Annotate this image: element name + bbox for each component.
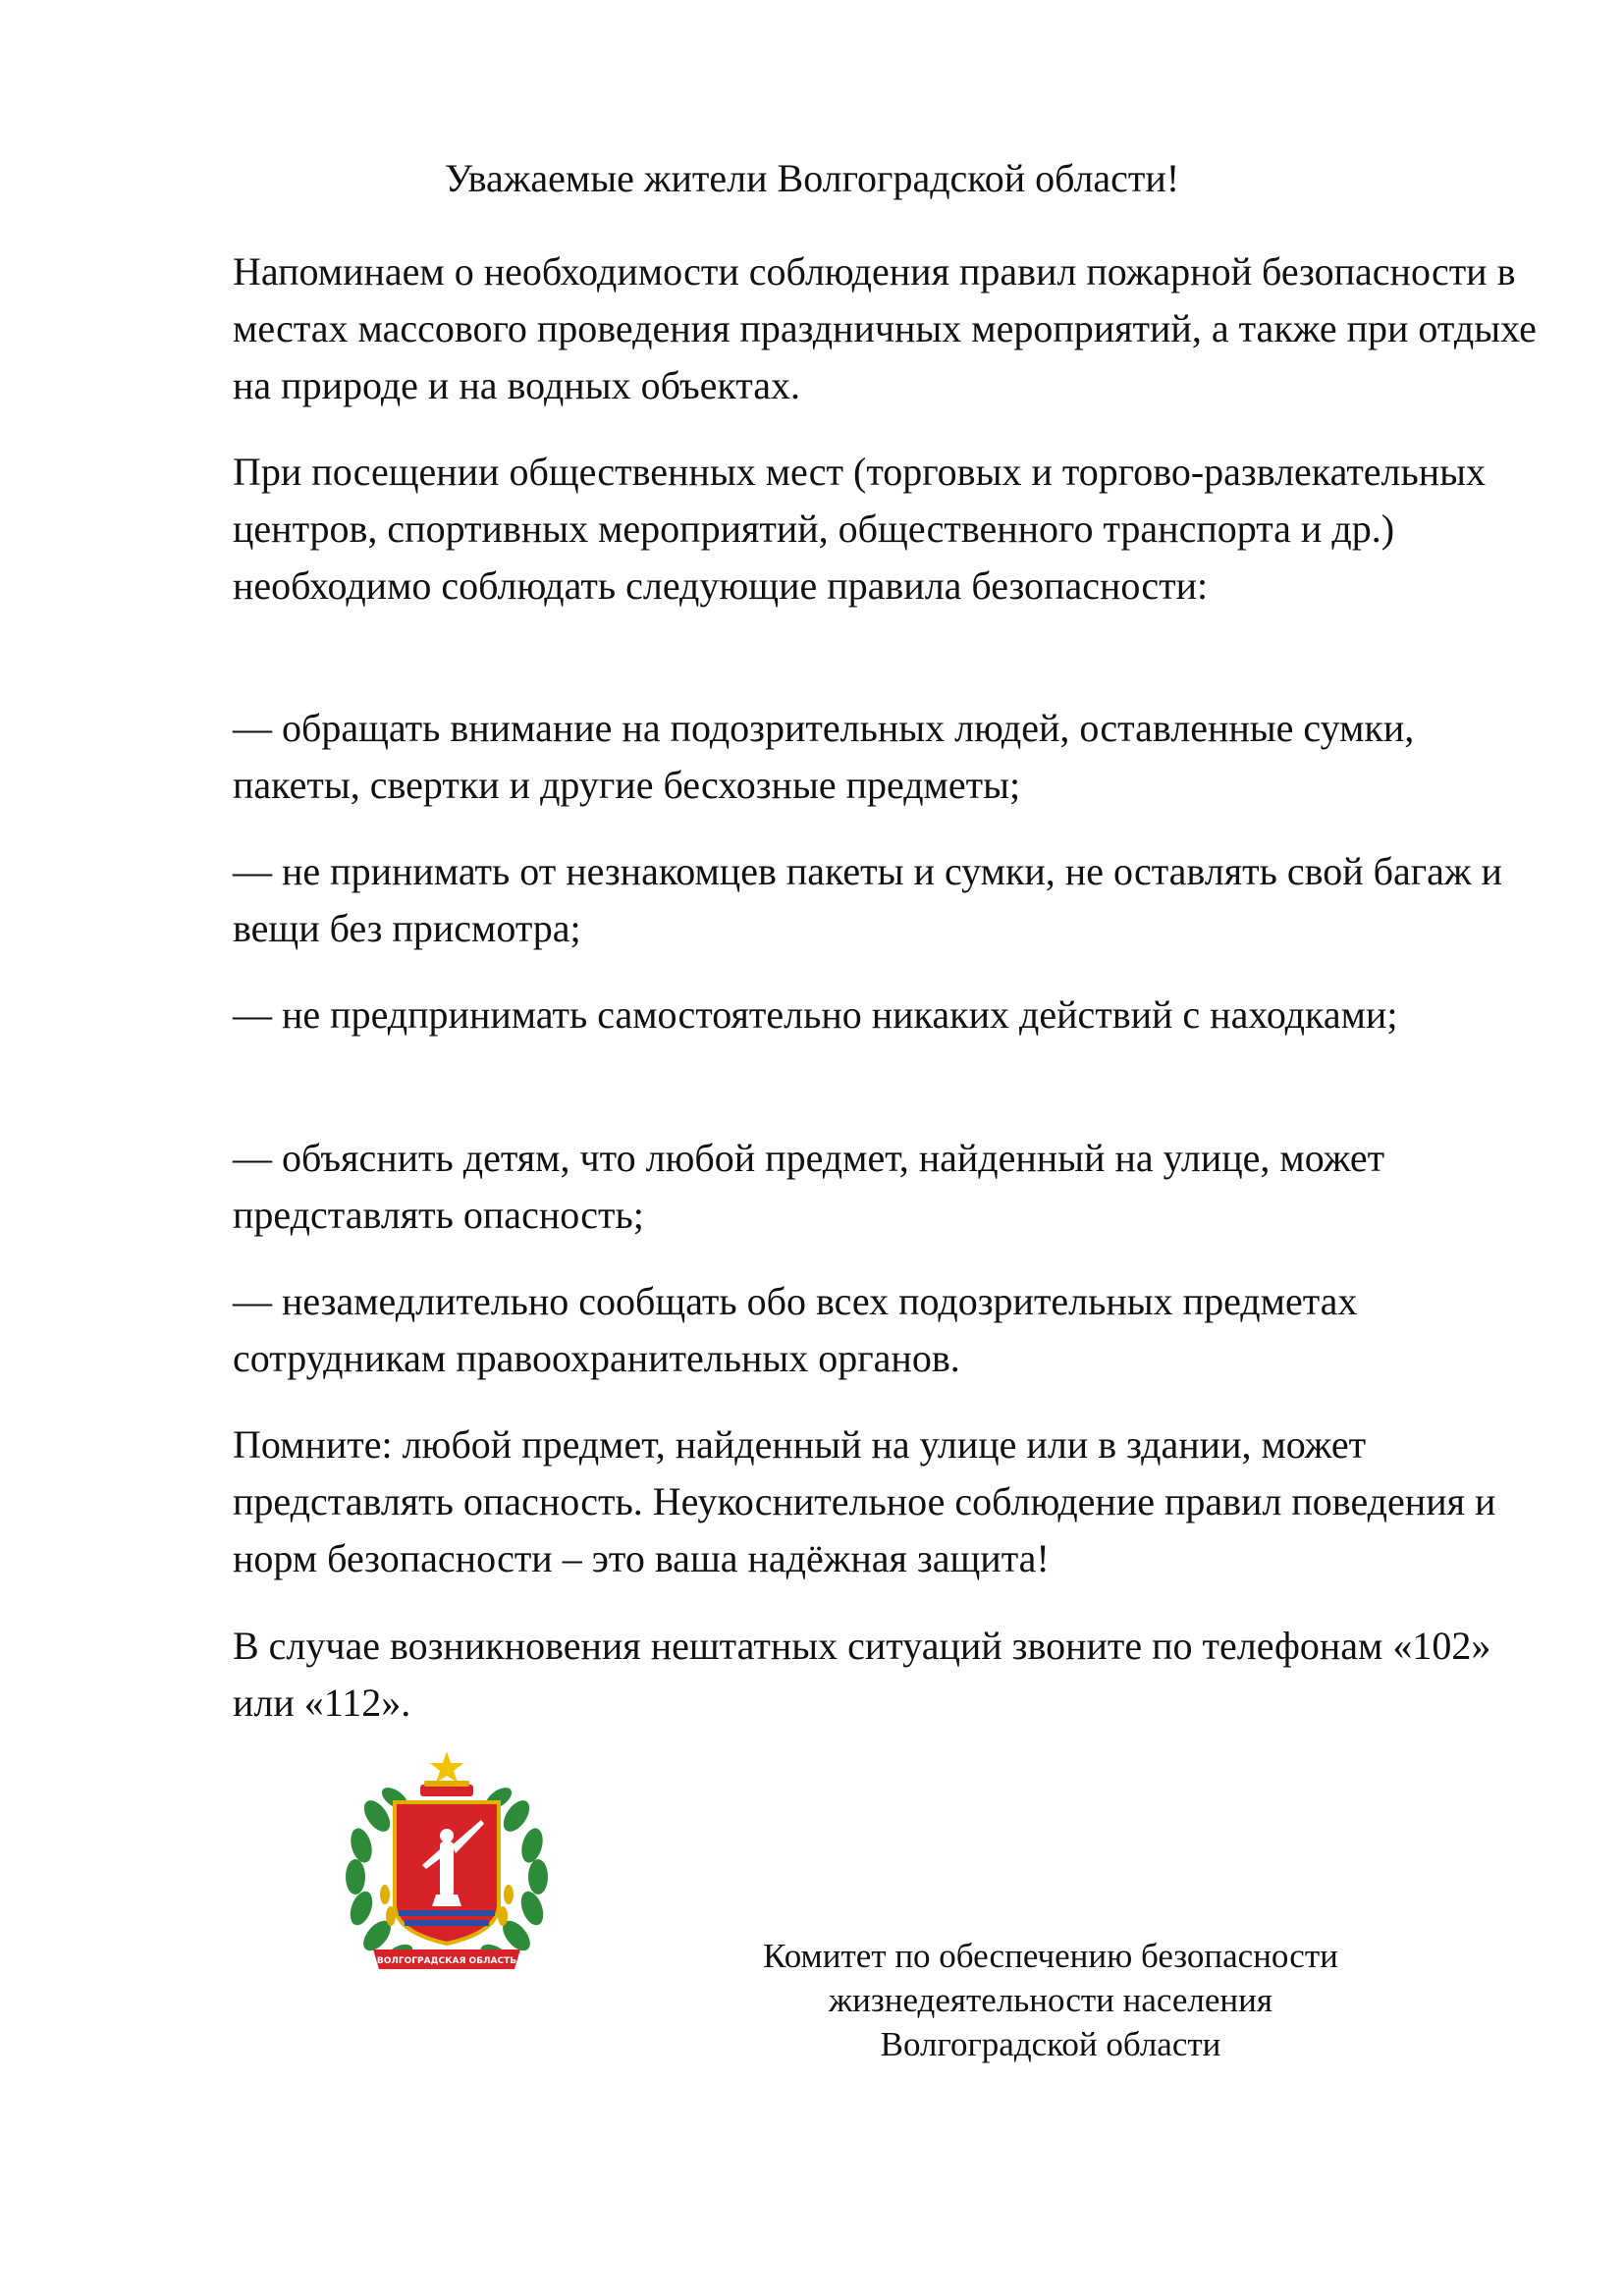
- paragraph-reminder: Помните: любой предмет, найденный на улице или в здании, может представлять опасность. Неукоснительное соблюдение правил поведения и норм безопасности – это ваша надёжная защита!: [233, 1422, 1496, 1580]
- signature-line-1: Комитет по обеспечению безопасности: [763, 1937, 1338, 1975]
- rule-item-1: — обращать внимание на подозрительных людей, оставленные сумки, пакеты, свертки и другие бесхозные предметы;: [233, 706, 1415, 807]
- rule-item-5: — незамедлительно сообщать обо всех подозрительных предметах сотрудникам правоохранительных органов.: [233, 1279, 1358, 1380]
- signature-block: [746, 1934, 1355, 2066]
- emblem-ribbon-text: ВОЛГОГРАДСКАЯ ОБЛАСТЬ: [376, 1956, 517, 1966]
- signature-line-2: жизнедеятельности населения: [829, 1981, 1272, 2019]
- rule-item-3: — не предпринимать самостоятельно никаких действий с находками;: [233, 992, 1398, 1037]
- signature-line-3: Волгоградской области: [880, 2025, 1221, 2063]
- rule-item-4: — объяснить детям, что любой предмет, найденный на улице, может представлять опасность;: [233, 1136, 1385, 1237]
- rule-item-2: — не принимать от незнакомцев пакеты и сумки, не оставлять свой багаж и вещи без присмотра;: [233, 849, 1502, 950]
- paragraph-emergency-phones: В случае возникновения нештатных ситуаций звоните по телефонам «102» или «112».: [233, 1624, 1491, 1725]
- paragraph-rules-intro: При посещении общественных мест (торговых и торгово-развлекательных центров, спортивных мероприятий, общественного транспорта и др.) необходимо соблюдать следующие правила безопасности:: [233, 450, 1487, 608]
- page-title: Уважаемые жители Волгоградской области!: [444, 156, 1180, 200]
- volgograd-oblast-coat-of-arms-icon: [334, 1747, 560, 1983]
- paragraph-intro: Напоминаем о необходимости соблюдения правил пожарной безопасности в местах массового проведения праздничных мероприятий, а также при отдыхе на природе и на водных объектах.: [233, 249, 1537, 407]
